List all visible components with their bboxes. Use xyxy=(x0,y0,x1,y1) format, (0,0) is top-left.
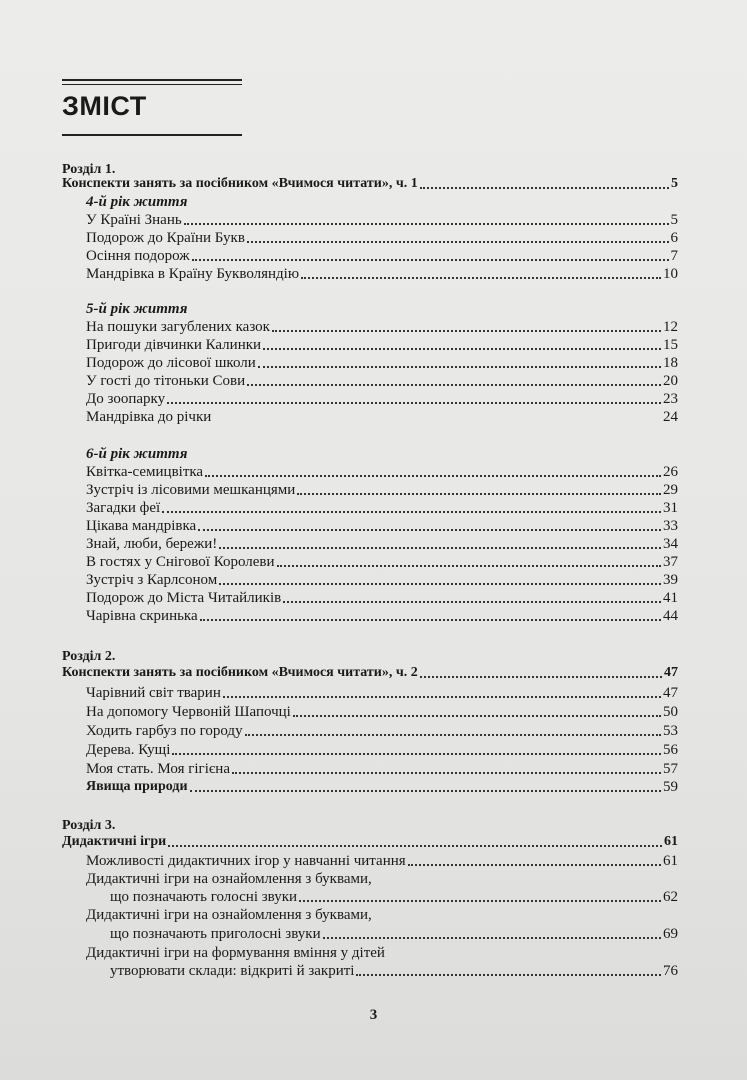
page-ref: 29 xyxy=(663,482,678,498)
entry-title-line1: Дидактичні ігри на ознайомлення з буквами, xyxy=(86,871,372,887)
dot-leader xyxy=(184,219,669,225)
page-ref: 69 xyxy=(663,926,678,942)
entry-title: Зустріч з Карлсоном xyxy=(86,572,218,588)
page-ref: 53 xyxy=(663,723,678,739)
dot-leader xyxy=(190,786,661,792)
dot-leader xyxy=(258,362,661,368)
entry-title-line2: що позначають приголосні звуки xyxy=(110,926,321,942)
page-ref: 39 xyxy=(663,572,678,588)
toc-entry xyxy=(86,499,678,517)
entry-title: У Країні Знань xyxy=(86,212,182,228)
page-ref: 76 xyxy=(663,963,678,979)
dot-leader xyxy=(277,561,661,567)
entry-title: На пошуки загублених казок xyxy=(86,319,270,335)
entry-title: Подорож до Країни Букв xyxy=(86,230,245,246)
dot-leader xyxy=(168,841,662,847)
toc-entry xyxy=(86,535,678,553)
toc-section-heading xyxy=(62,664,678,682)
entry-title: Зустріч із лісовими мешканцями xyxy=(86,482,296,498)
dot-leader xyxy=(299,896,661,902)
toc-entry xyxy=(86,229,678,247)
page-ref: 7 xyxy=(670,248,678,264)
section-heading-text: Конспекти занять за посібником «Вчимося читати», ч. 2 xyxy=(62,665,418,680)
toc-entry xyxy=(86,336,678,354)
dot-leader xyxy=(245,730,661,736)
toc-entry xyxy=(86,741,678,759)
dot-leader xyxy=(301,273,661,279)
entry-title-line1: Дидактичні ігри на ознайомлення з буквами, xyxy=(86,907,372,923)
entry-title: Квітка-семицвітка xyxy=(86,464,204,480)
entry-title: В гостях у Снігової Королеви xyxy=(86,554,275,570)
entry-title: На допомогу Червоній Шапочці xyxy=(86,704,291,720)
dot-leader xyxy=(297,489,661,495)
toc-entry xyxy=(86,760,678,778)
dot-leader xyxy=(219,579,661,585)
toc-entry xyxy=(86,852,678,870)
toc-entry xyxy=(86,354,678,372)
toc-entry xyxy=(86,607,678,625)
dot-leader xyxy=(247,380,661,386)
dot-leader xyxy=(323,933,661,939)
dot-leader xyxy=(223,692,661,698)
dot-leader xyxy=(200,615,661,621)
entry-title: Явища природи xyxy=(86,779,188,794)
entry-title: Подорож до лісової школи xyxy=(86,355,256,371)
dot-leader xyxy=(162,507,661,513)
dot-leader xyxy=(420,183,669,189)
toc-entry xyxy=(86,247,678,265)
toc-entry xyxy=(86,318,678,336)
dot-leader xyxy=(172,749,661,755)
entry-title: Ходить гарбуз по городу xyxy=(86,723,243,739)
page-ref: 61 xyxy=(663,853,678,869)
age-group-subtitle: 6-й рік життя xyxy=(86,446,188,462)
toc-entry xyxy=(86,463,678,481)
dot-leader xyxy=(283,597,661,603)
entry-title: До зоопарку xyxy=(86,391,166,407)
entry-title: Дерева. Кущі xyxy=(86,742,171,758)
dot-leader xyxy=(198,525,661,531)
toc-entry xyxy=(86,571,678,589)
page-ref: 15 xyxy=(663,337,678,353)
entry-title: Можливості дидактичних ігор у навчанні читання xyxy=(86,853,406,869)
page-ref: 50 xyxy=(663,704,678,720)
page-ref: 26 xyxy=(663,464,678,480)
page-ref: 44 xyxy=(663,608,678,624)
dot-leader xyxy=(167,398,661,404)
page-ref: 5 xyxy=(671,176,678,191)
toc-entry xyxy=(86,684,678,702)
page-ref: 20 xyxy=(663,373,678,389)
page-ref: 10 xyxy=(663,266,678,282)
entry-title: Цікава мандрівка xyxy=(86,518,197,534)
toc-entry xyxy=(110,888,678,906)
entry-title: Чарівна скринька xyxy=(86,608,198,624)
page-ref: 47 xyxy=(663,685,678,701)
toc-entry xyxy=(86,211,678,229)
entry-title: Знай, люби, бережи! xyxy=(86,536,218,552)
dot-leader xyxy=(192,255,669,261)
page-ref: 62 xyxy=(663,889,678,905)
dot-leader xyxy=(420,672,662,678)
page-ref: 59 xyxy=(663,779,678,795)
section-label: Розділ 1. xyxy=(62,162,116,177)
toc-entry xyxy=(86,408,678,426)
page-ref: 6 xyxy=(670,230,678,246)
section-label: Розділ 3. xyxy=(62,818,116,833)
dot-leader xyxy=(293,711,661,717)
entry-title: Загадки феї xyxy=(86,500,161,516)
page-ref: 24 xyxy=(663,409,678,425)
toc-section-heading xyxy=(62,175,678,193)
entry-title: Чарівний світ тварин xyxy=(86,685,221,701)
section-heading-text: Конспекти занять за посібником «Вчимося читати», ч. 1 xyxy=(62,176,418,191)
toc-entry xyxy=(86,589,678,607)
entry-title-line2: утворювати склади: відкриті й закриті xyxy=(110,963,355,979)
dot-leader xyxy=(408,860,661,866)
entry-title-line1: Дидактичні ігри на формування вміння у дітей xyxy=(86,945,385,961)
toc-entry xyxy=(86,390,678,408)
page-ref: 34 xyxy=(663,536,678,552)
entry-title: Подорож до Міста Читайликів xyxy=(86,590,282,606)
toc-entry xyxy=(86,722,678,740)
toc-entry xyxy=(110,962,678,980)
dot-leader xyxy=(247,237,669,243)
dot-leader xyxy=(205,471,661,477)
section-label: Розділ 2. xyxy=(62,649,116,664)
page-ref: 57 xyxy=(663,761,678,777)
toc-entry xyxy=(86,481,678,499)
toc-entry xyxy=(86,778,678,796)
toc-entry xyxy=(86,372,678,390)
dot-leader xyxy=(219,543,661,549)
toc-entry xyxy=(110,925,678,943)
page-ref: 56 xyxy=(663,742,678,758)
dot-leader xyxy=(232,768,661,774)
page-ref: 61 xyxy=(664,834,678,849)
page-ref: 41 xyxy=(663,590,678,606)
entry-title: У гості до тітоньки Сови xyxy=(86,373,246,389)
page-ref: 31 xyxy=(663,500,678,516)
entry-title: Осіння подорож xyxy=(86,248,190,264)
dot-leader xyxy=(272,326,661,332)
toc-entry xyxy=(86,265,678,283)
page-ref: 18 xyxy=(663,355,678,371)
dot-leader xyxy=(356,970,661,976)
toc-section-heading xyxy=(62,833,678,851)
page-ref: 23 xyxy=(663,391,678,407)
age-group-subtitle: 4-й рік життя xyxy=(86,194,188,210)
entry-title: Моя стать. Моя гігієна xyxy=(86,761,230,777)
entry-title: Пригоди дівчинки Калинки xyxy=(86,337,262,353)
toc-entry xyxy=(86,553,678,571)
section-heading-text: Дидактичні ігри xyxy=(62,834,167,849)
age-group-subtitle: 5-й рік життя xyxy=(86,301,188,317)
page-ref: 37 xyxy=(663,554,678,570)
toc-entry xyxy=(86,703,678,721)
entry-title-line2: що позначають голосні звуки xyxy=(110,889,298,905)
page-ref: 5 xyxy=(670,212,678,228)
page-number: 3 xyxy=(369,1007,378,1023)
page-ref: 12 xyxy=(663,319,678,335)
page-title: ЗМІСТ xyxy=(62,91,147,121)
entry-title: Мандрівка в Країну Букволяндію xyxy=(86,266,300,282)
dot-leader xyxy=(263,344,661,350)
entry-title: Мандрівка до річки xyxy=(86,409,212,425)
toc-entry xyxy=(86,517,678,535)
page-ref: 47 xyxy=(664,665,678,680)
page-ref: 33 xyxy=(663,518,678,534)
